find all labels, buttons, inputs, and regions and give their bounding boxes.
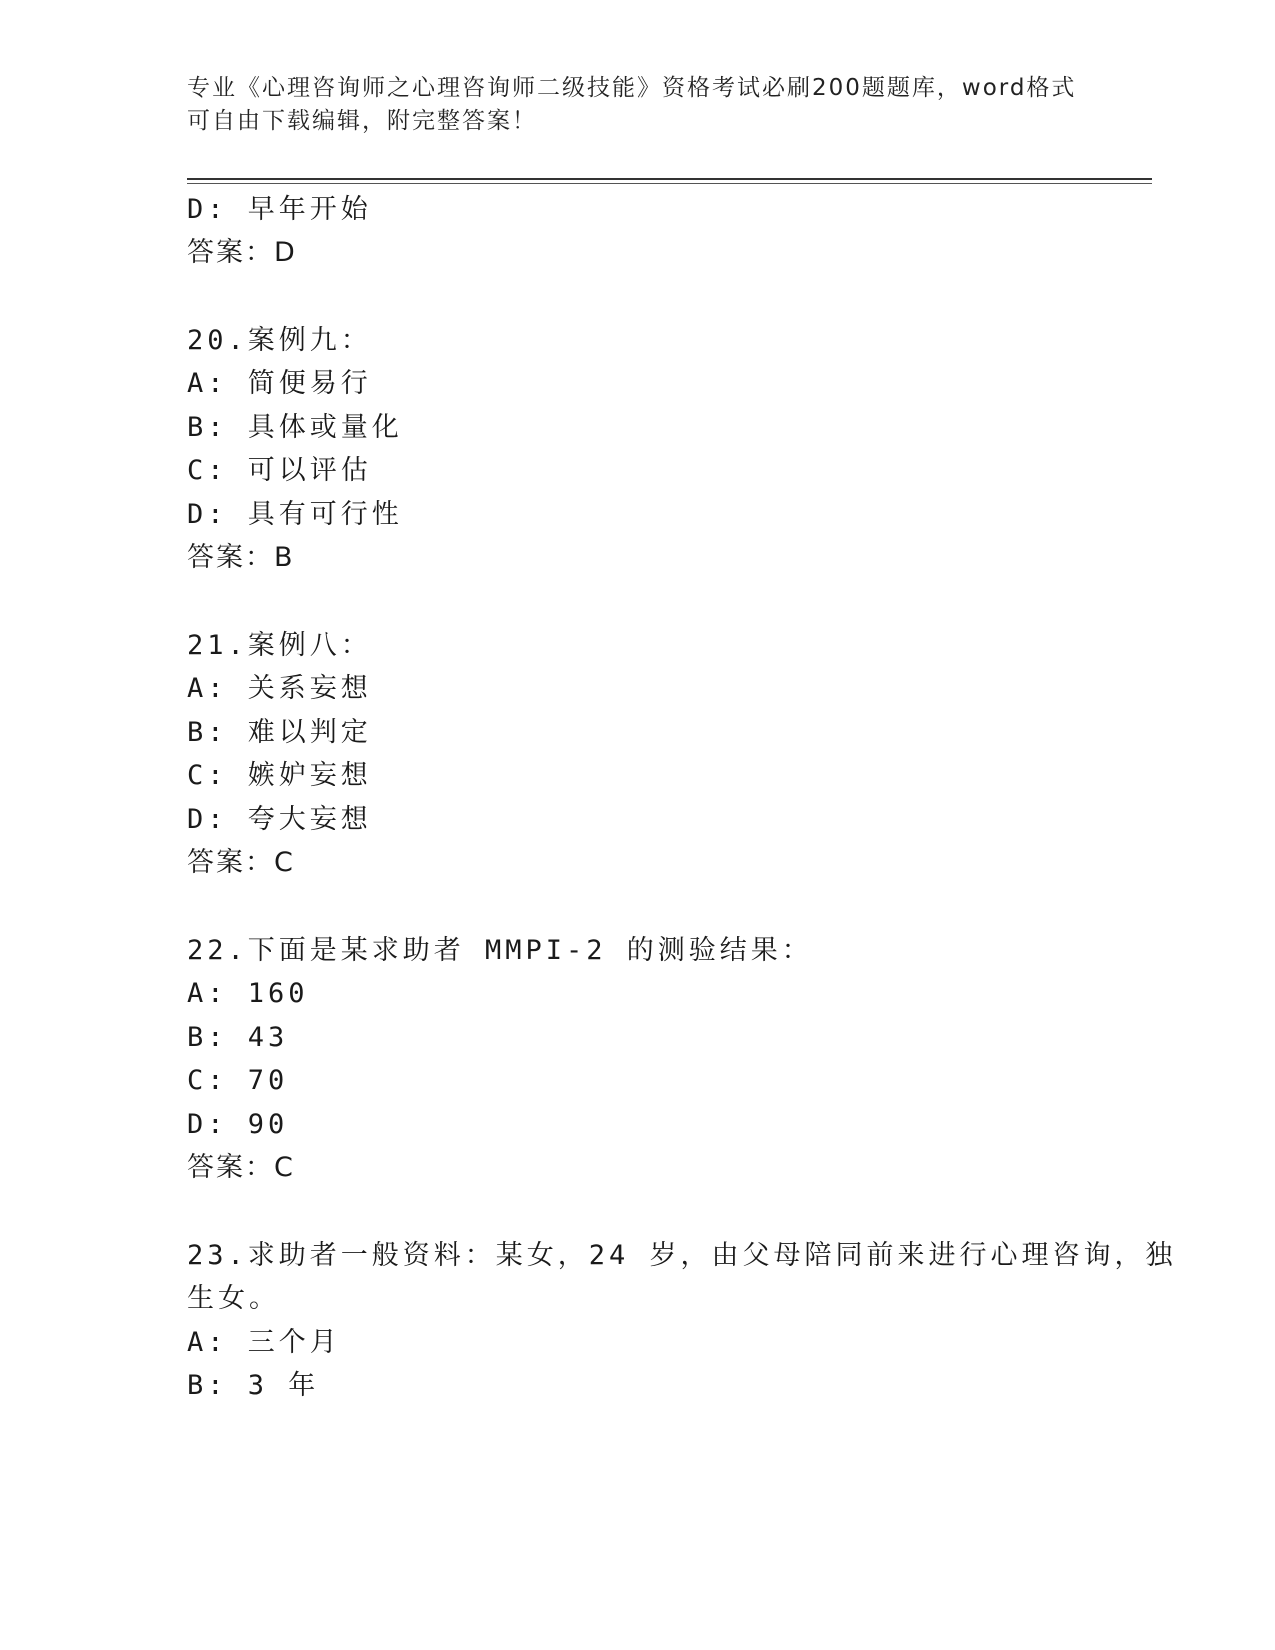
option-line: B: 具体或量化 <box>187 412 403 443</box>
option-line: D: 具有可行性 <box>187 499 403 530</box>
question-title: 23.求助者一般资料：某女，24 岁，由父母陪同前来进行心理咨询，独 <box>187 1240 1177 1271</box>
option-line: D: 早年开始 <box>187 194 372 225</box>
header-title-line-2: 可自由下载编辑，附完整答案！ <box>187 108 537 134</box>
option-line: C: 嫉妒妄想 <box>187 760 372 791</box>
header-divider <box>187 178 1152 180</box>
question-title: 20.案例九： <box>187 325 372 356</box>
question-title: 21.案例八： <box>187 630 372 661</box>
option-line: B: 3 年 <box>187 1370 320 1401</box>
option-line: B: 43 <box>187 1022 289 1053</box>
option-line: A: 简便易行 <box>187 368 372 399</box>
answer-line: 答案：D <box>187 237 297 268</box>
page-header <box>187 72 1087 138</box>
option-line: B: 难以判定 <box>187 717 372 748</box>
option-line: C: 70 <box>187 1065 289 1096</box>
option-line: A: 关系妄想 <box>187 673 372 704</box>
header-divider-thin <box>187 183 1152 184</box>
answer-line: 答案：C <box>187 1152 295 1183</box>
answer-line: 答案：C <box>187 847 295 878</box>
answer-line: 答案：B <box>187 542 295 573</box>
question-title: 22.下面是某求助者 MMPI-2 的测验结果： <box>187 935 813 966</box>
option-line: A: 三个月 <box>187 1327 341 1358</box>
header-title-line-1: 专业《心理咨询师之心理咨询师二级技能》资格考试必刷200题题库，word格式 <box>187 75 1077 101</box>
option-line: D: 90 <box>187 1109 289 1140</box>
option-line: A: 160 <box>187 978 309 1009</box>
question-title-continued: 生女。 <box>187 1283 280 1314</box>
option-line: C: 可以评估 <box>187 455 372 486</box>
option-line: D: 夸大妄想 <box>187 804 372 835</box>
